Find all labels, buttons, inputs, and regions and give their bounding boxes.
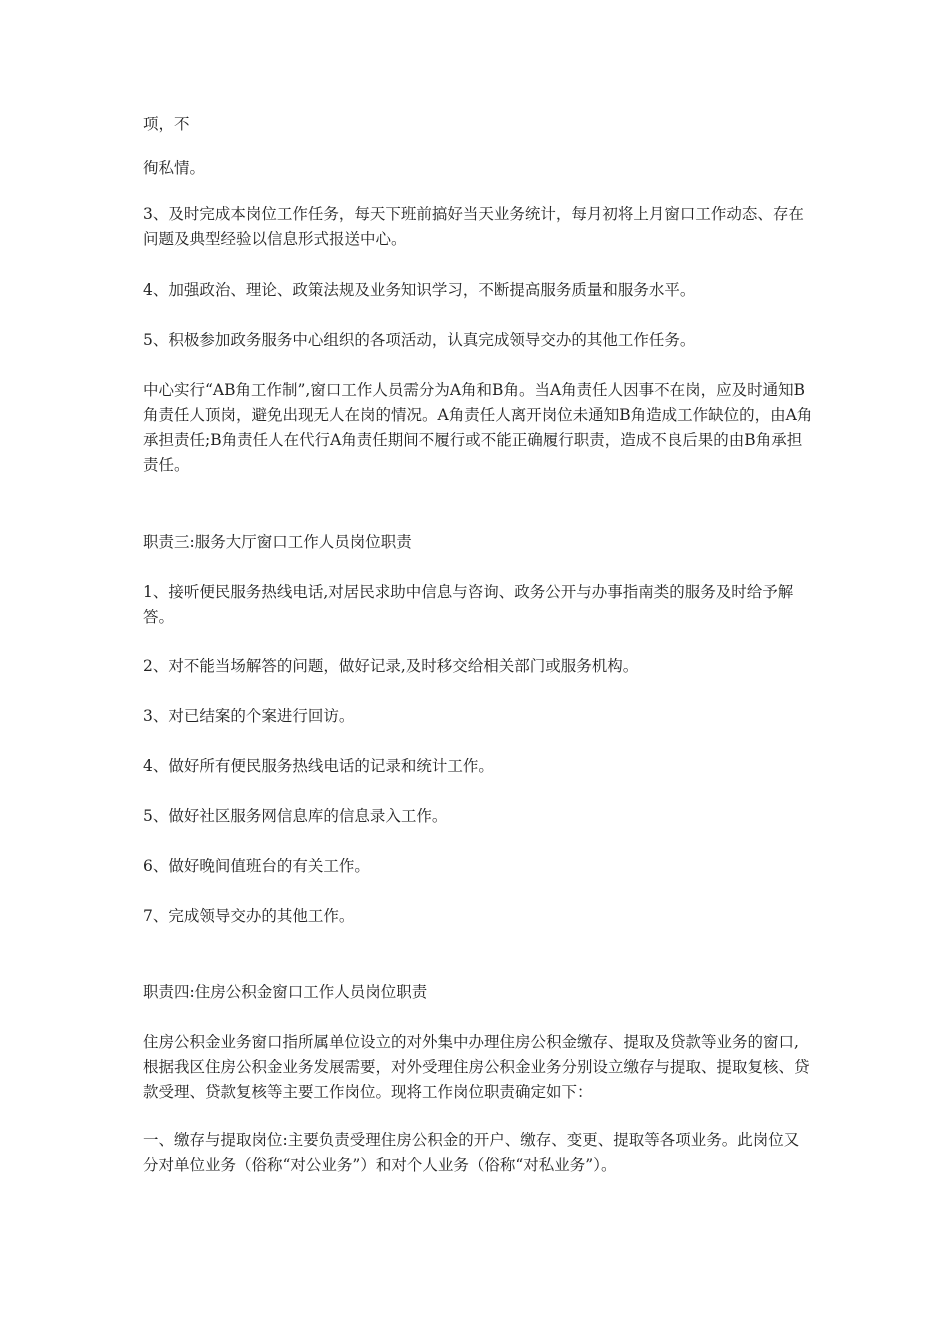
paragraph-item-5: 5、积极参加政务服务中心组织的各项活动，认真完成领导交办的其他工作任务。 (143, 331, 696, 349)
paragraph-continuation-1: 项，不 (143, 115, 190, 133)
paragraph-duty3-item-7: 7、完成领导交办的其他工作。 (143, 907, 355, 925)
paragraph-duty3-item-4: 4、做好所有便民服务热线电话的记录和统计工作。 (143, 757, 494, 775)
section-heading-duty-4: 职责四:住房公积金窗口工作人员岗位职责 (143, 983, 428, 1001)
paragraph-duty3-item-5: 5、做好社区服务网信息库的信息录入工作。 (143, 807, 448, 825)
paragraph-duty3-item-1: 1、接听便民服务热线电话,对居民求助中信息与咨询、政务公开与办事指南类的服务及时给予解答。 (143, 583, 794, 626)
paragraph-continuation-2: 徇私情。 (143, 159, 206, 177)
paragraph-item-4: 4、加强政治、理论、政策法规及业务知识学习，不断提高服务质量和服务水平。 (143, 281, 696, 299)
paragraph-duty3-item-3: 3、对已结案的个案进行回访。 (143, 707, 355, 725)
paragraph-housing-fund-intro: 住房公积金业务窗口指所属单位设立的对外集中办理住房公积金缴存、提取及贷款等业务的窗口,根据我区住房公积金业务发展需要，对外受理住房公积金业务分别设立缴存与提取、提取复核、贷款受理、贷款复核等主要工作岗位。现将工作岗位职责确定如下： (143, 1033, 810, 1101)
paragraph-ab-system: 中心实行“AB角工作制”,窗口工作人员需分为A角和B角。当A角责任人因事不在岗，应及时通知B角责任人顶岗，避免出现无人在岗的情况。A角责任人离开岗位未通知B角造成工作缺位的，由A角承担责任;B角责任人在代行A角责任期间不履行或不能正确履行职责，造成不良后果的由B角承担责任。 (143, 381, 813, 474)
paragraph-item-3: 3、及时完成本岗位工作任务，每天下班前搞好当天业务统计，每月初将上月窗口工作动态、存在问题及典型经验以信息形式报送中心。 (143, 205, 804, 248)
section-heading-duty-3: 职责三:服务大厅窗口工作人员岗位职责 (143, 533, 412, 551)
paragraph-duty3-item-6: 6、做好晚间值班台的有关工作。 (143, 857, 370, 875)
paragraph-deposit-withdrawal-post: 一、缴存与提取岗位:主要负责受理住房公积金的开户、缴存、变更、提取等各项业务。此岗位又分对单位业务（俗称“对公业务”）和对个人业务（俗称“对私业务”）。 (143, 1131, 800, 1174)
paragraph-duty3-item-2: 2、对不能当场解答的问题，做好记录,及时移交给相关部门或服务机构。 (143, 657, 639, 675)
